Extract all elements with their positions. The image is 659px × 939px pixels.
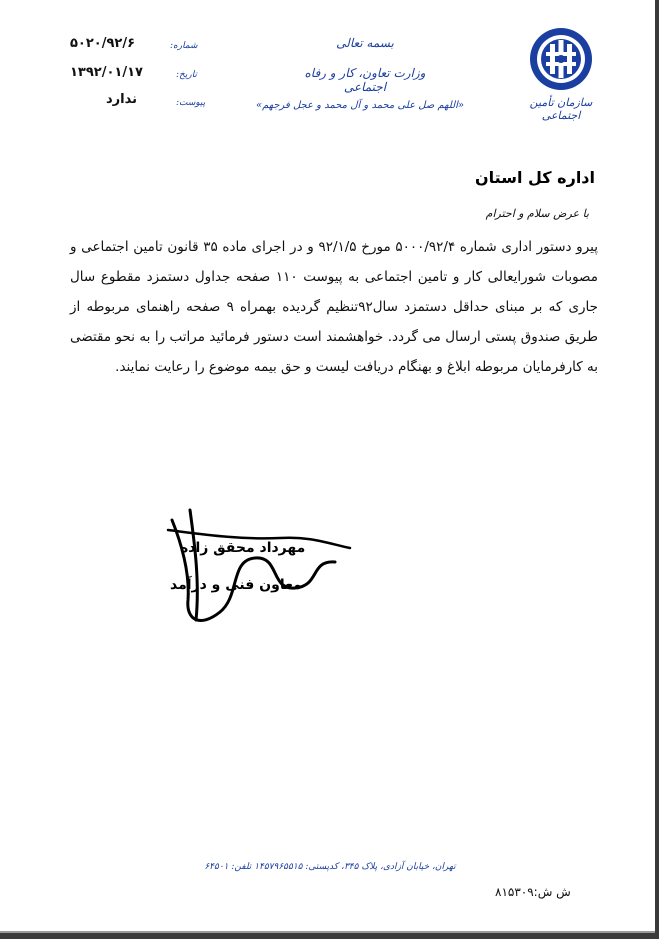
letter-date: ۱۳۹۲/۰۱/۱۷: [70, 65, 143, 80]
letter-number: ۵۰۲۰/۹۲/۶: [70, 36, 136, 51]
attachment-label: پیوست:: [176, 98, 206, 108]
window-frame-bottom: [0, 933, 659, 939]
logo-caption: سازمان تأمین اجتماعی: [529, 96, 593, 122]
letter-attachment: ندارد: [106, 92, 138, 107]
signer-title: معاون فنی و درآمد: [170, 577, 302, 593]
greeting: با عرض سلام و احترام: [485, 207, 589, 220]
social-security-logo-icon: [528, 26, 594, 92]
ministry-name: وزارت تعاون، کار و رفاه اجتماعی: [304, 66, 426, 94]
bismillah-header: بسمه تعالی: [336, 36, 394, 50]
letter-body: پیرو دستور اداری شماره ۵۰۰۰/۹۲/۴ مورخ ۹۲/۱/۵ و در اجرای ماده ۳۵ قانون تامین اجتماعی و مصوبات شورایعالی کار و تامین اجتماعی به پیوست ۱۱۰ صفحه جداول دستمزد مقطوع سال جاری که بر مبنای حداقل دستمزد سال۹۲تنظیم گردیده بهمراه ۹ صفحه راهنمای مربوطه از طریق صندوق پستی ارسال می گردد. خواهشمند است دستور فرمائید مراتب را به نحو مقتضی به کارفرمایان مربوطه ابلاغ و بهنگام دریافت لیست و حق بیمه موضوع را رعایت نمایند.: [70, 239, 598, 375]
number-label: شماره:: [170, 41, 198, 51]
form-code: ش ش:۸۱۵۳۰۹: [495, 885, 571, 899]
date-label: تاریخ:: [176, 70, 197, 80]
handwritten-signature: [160, 500, 360, 640]
footer-address: تهران، خیابان آزادی، پلاک ۳۴۵، کدپستی: ۱۴۵۷۹۶۵۵۱۵ تلفن: ۶۴۵۰۱: [204, 862, 456, 872]
recipient-heading: اداره کل استان: [475, 168, 595, 187]
window-frame-right: [655, 0, 659, 939]
salawat-prayer: «اللهم صل علی محمد و آل محمد و عجل فرجهم»: [255, 100, 465, 111]
signer-name: مهرداد محقق زاده: [180, 540, 306, 556]
